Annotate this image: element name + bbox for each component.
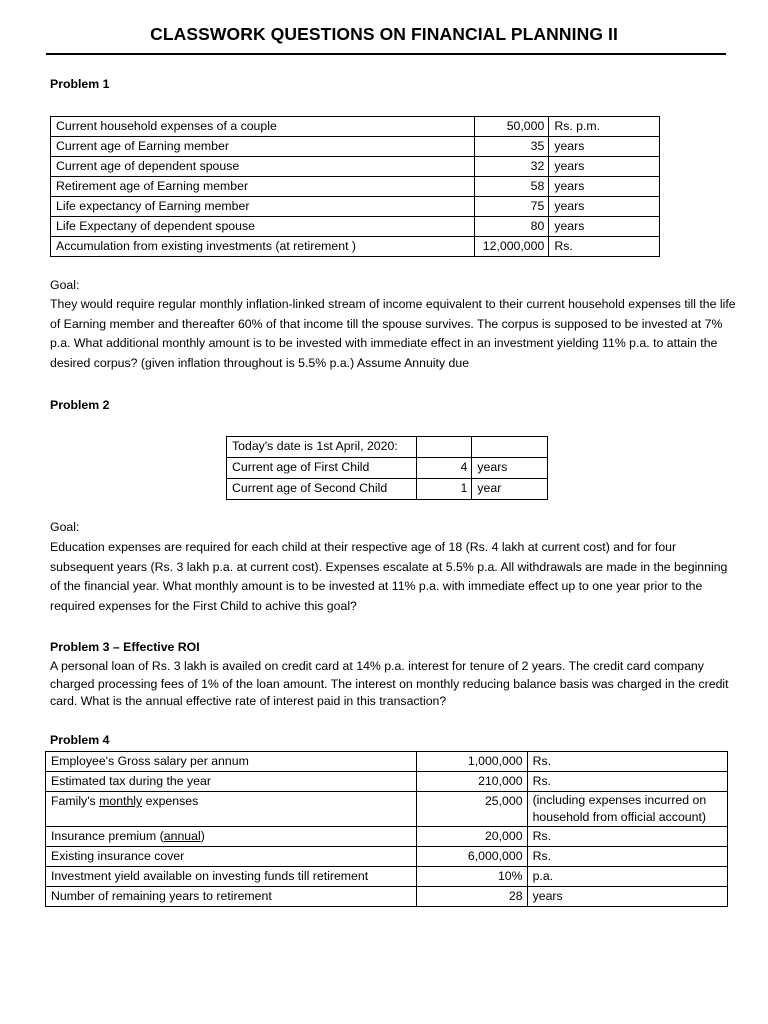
title-rule [46,53,726,55]
row-value: 20,000 [416,827,527,847]
label-part: ) [200,829,205,843]
row-value: 1,000,000 [416,752,527,772]
row-value: 210,000 [416,772,527,792]
row-label: Today's date is 1st April, 2020: [227,437,417,458]
row-label: Employee's Gross salary per annum [46,752,417,772]
problem1-goal-text: They would require regular monthly inflation-linked stream of income equivalent to their current household expenses till the life of Earning member and thereafter 60% of that income till the spouse survives. The corpus is supposed to be invested at 7% p.a. What additional monthly amount is to be invested with immediate effect in an investment yielding 11% p.a. to attain the desired corpus? (given inflation throughout is 5.5% p.a.) Assume Annuity due [50,297,736,370]
row-label [46,827,417,847]
row-unit: p.a. [527,867,727,887]
table-row [51,217,660,237]
row-value: 58 [475,177,549,197]
table-row [51,117,660,137]
table-row [51,157,660,177]
row-value: 10% [416,867,527,887]
row-unit: Rs. [549,237,660,257]
row-unit: year [472,479,548,500]
problem1-table [50,116,660,257]
problem2-heading: Problem 2 [50,398,110,412]
problem4-heading: Problem 4 [50,733,110,747]
table-row [46,772,728,792]
problem3-heading: Problem 3 – Effective ROI [50,640,200,654]
row-unit: Rs. [527,752,727,772]
row-value: 12,000,000 [475,237,549,257]
row-unit: years [549,157,660,177]
table-row [227,479,548,500]
row-value: 1 [416,479,472,500]
row-unit: years [472,458,548,479]
row-unit: years [549,197,660,217]
row-label: Life Expectany of dependent spouse [51,217,475,237]
row-unit: years [549,137,660,157]
label-part: expenses [142,794,199,808]
row-value: 75 [475,197,549,217]
table-row [46,827,728,847]
problem4-table [45,751,728,907]
label-part: Family's [51,794,100,808]
row-unit: years [549,217,660,237]
row-value: 25,000 [416,792,527,827]
row-label: Investment yield available on investing funds till retirement [46,867,417,887]
table-row [46,887,728,907]
table-row [51,177,660,197]
row-label: Accumulation from existing investments (at retirement ) [51,237,475,257]
row-unit: years [549,177,660,197]
row-label: Current age of Earning member [51,137,475,157]
row-value [416,437,472,458]
row-value: 35 [475,137,549,157]
table-row [46,752,728,772]
table-row [46,847,728,867]
row-label: Number of remaining years to retirement [46,887,417,907]
table-row [51,237,660,257]
row-unit: years [527,887,727,907]
problem2-goal-text: Education expenses are required for each child at their respective age of 18 (Rs. 4 lakh at current cost) and for four subsequent years (Rs. 3 lakh p.a. at current cost). Expenses escalate at 5.5% p.a. All withdrawals are made in the beginning of the financial year. What monthly amount is to be invested at 11% p.a. with immediate effect up to one year prior to the required expenses for the First Child to achive this goal? [50,540,728,613]
row-value: 80 [475,217,549,237]
table-row [51,197,660,217]
problem2-goal-label: Goal: [50,520,80,534]
label-underlined: annual [163,829,201,843]
problem1-heading: Problem 1 [50,77,110,91]
row-value: 28 [416,887,527,907]
row-value: 50,000 [475,117,549,137]
row-label: Current household expenses of a couple [51,117,475,137]
label-part: Insurance premium ( [51,829,164,843]
row-unit: Rs. [527,847,727,867]
row-label: Life expectancy of Earning member [51,197,475,217]
table-row [51,137,660,157]
table-row [46,867,728,887]
row-label: Current age of dependent spouse [51,157,475,177]
row-label [46,792,417,827]
row-label: Existing insurance cover [46,847,417,867]
table-row [227,437,548,458]
label-underlined: monthly [99,794,143,808]
row-label: Estimated tax during the year [46,772,417,792]
row-value: 32 [475,157,549,177]
row-unit: Rs. p.m. [549,117,660,137]
problem3-text: A personal loan of Rs. 3 lakh is availed on credit card at 14% p.a. interest for tenure of 2 years. The credit card company charged processing fees of 1% of the loan amount. The interest on monthly reducing balance basis was charged in the credit card. What is the annual effective rate of interest paid in this transaction? [50,659,729,709]
row-unit: (including expenses incurred on household from official account) [527,792,727,827]
table-row [46,792,728,827]
row-unit: Rs. [527,827,727,847]
row-unit: Rs. [527,772,727,792]
row-label: Current age of First Child [227,458,417,479]
row-label: Retirement age of Earning member [51,177,475,197]
row-value: 4 [416,458,472,479]
table-row [227,458,548,479]
problem1-goal-label: Goal: [50,278,80,292]
page-title: CLASSWORK QUESTIONS ON FINANCIAL PLANNING II [150,24,618,44]
row-value: 6,000,000 [416,847,527,867]
row-label: Current age of Second Child [227,479,417,500]
problem2-table [226,436,548,500]
row-unit [472,437,548,458]
